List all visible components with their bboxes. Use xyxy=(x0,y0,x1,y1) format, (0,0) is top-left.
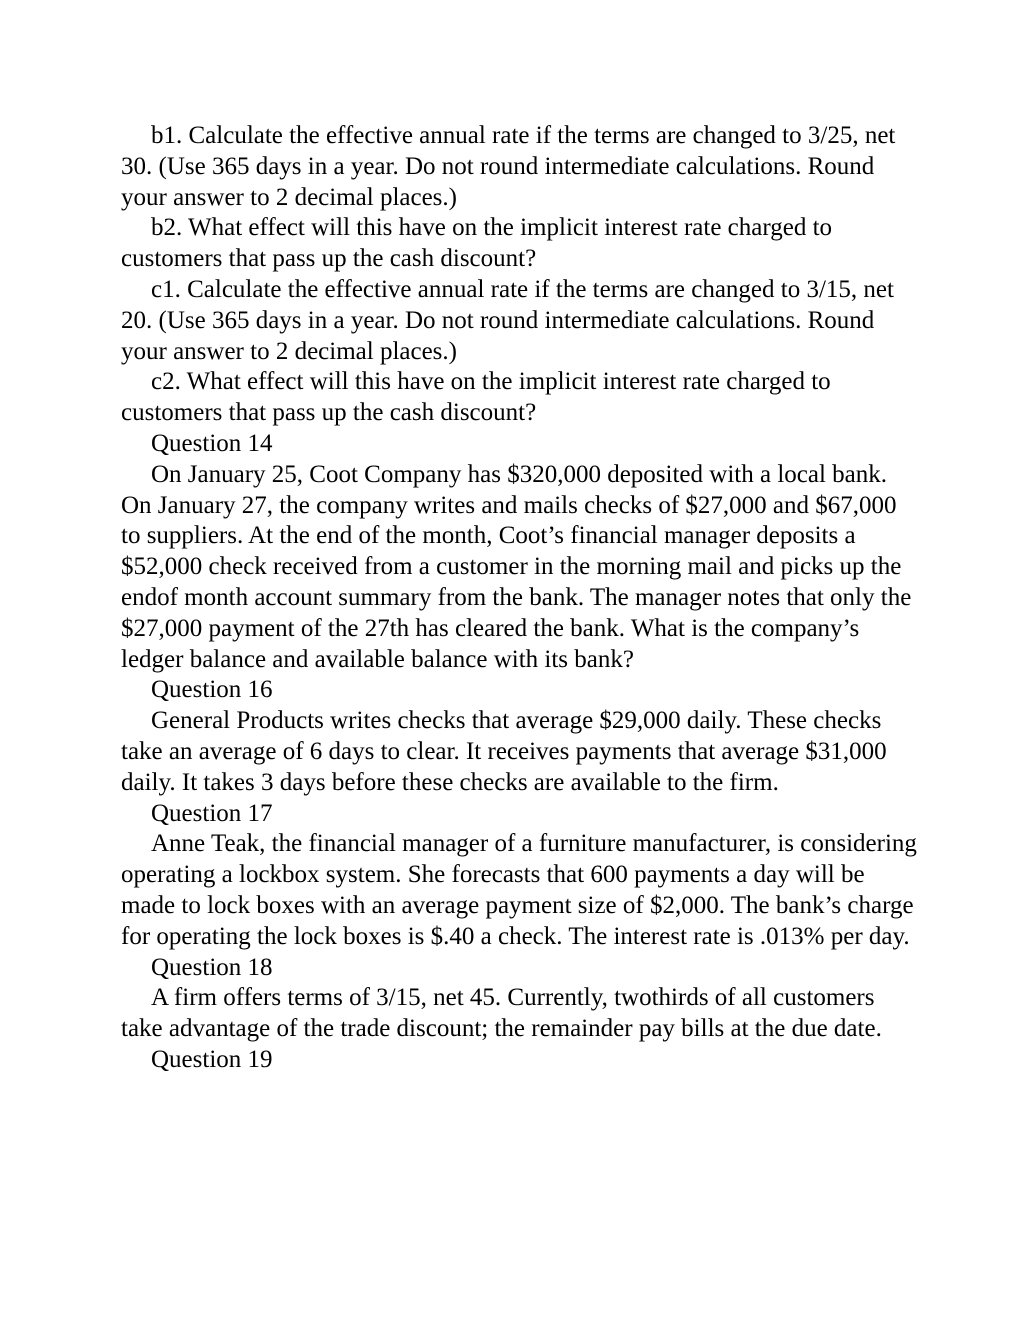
paragraph-c2: c2. What effect will this have on the implicit interest rate charged to customers that pass up the cash discount? xyxy=(121,368,831,427)
paragraph-question-14: On January 25, Coot Company has $320,000 deposited with a local bank. On January 27, the company writes and mails checks of $27,000 and $67,000 to suppliers. At the end of the month, Coot’s financial manager deposits a $52,000 check received from a customer in the morning mail and picks up the endof month account summary from the bank. The manager notes that only the $27,000 payment of the 27th has cleared the bank. What is the company’s ledger balance and available balance with its bank? xyxy=(121,460,912,673)
heading-question-14: Question 14 xyxy=(151,429,273,457)
paragraph-question-18: A firm offers terms of 3/15, net 45. Currently, twothirds of all customers take advantage of the trade discount; the remainder pay bills at the due date. xyxy=(121,984,882,1043)
paragraph-b1: b1. Calculate the effective annual rate if the terms are changed to 3/25, net 30. (Use 365 days in a year. Do not round intermediate calculations. Round your answer to 2 decimal places.) xyxy=(121,122,896,211)
paragraph-b2: b2. What effect will this have on the implicit interest rate charged to customers that pass up the cash discount? xyxy=(121,214,833,273)
paragraph-c1: c1. Calculate the effective annual rate if the terms are changed to 3/15, net 20. (Use 365 days in a year. Do not round intermediate calculations. Round your answer to 2 decimal places.) xyxy=(121,275,894,365)
heading-question-16: Question 16 xyxy=(151,676,273,704)
heading-question-17: Question 17 xyxy=(151,799,273,827)
heading-question-18: Question 18 xyxy=(151,953,273,981)
document-page xyxy=(121,121,921,1076)
paragraph-question-17: Anne Teak, the financial manager of a furniture manufacturer, is considering operating a lockbox system. She forecasts that 600 payments a day will be made to lock boxes with an average payment size of $2,000. The bank’s charge for operating the lock boxes is $.40 a check. The interest rate is .013% per day. xyxy=(121,830,917,950)
heading-question-19: Question 19 xyxy=(151,1045,273,1073)
paragraph-question-16: General Products writes checks that average $29,000 daily. These checks take an average of 6 days to clear. It receives payments that average $31,000 daily. It takes 3 days before these checks are available to the firm. xyxy=(121,707,887,796)
